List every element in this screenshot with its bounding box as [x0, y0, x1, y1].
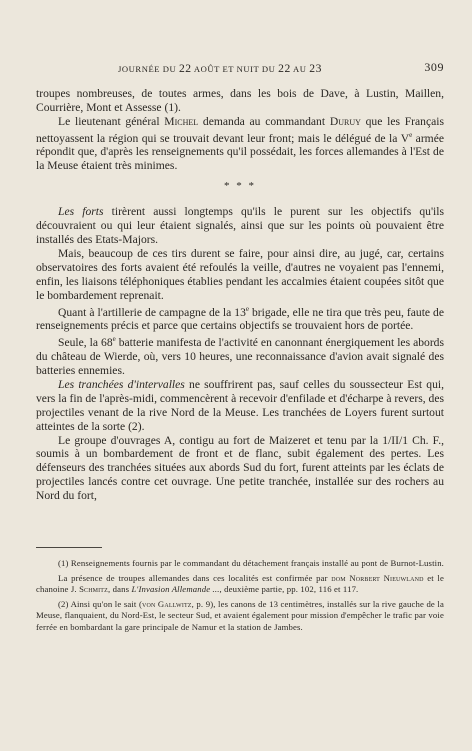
text-run: ne souffrirent pas, sauf celles du soussecteur Est qui, vers la fin de l'après-midi, commencèrent à recevoir d'enfilade et d'écharpe à revers, des projectiles venant de la rive Nord de la Meuse. Les tranchées de Loyers furent surtout atteintes de la sorte (2). [36, 377, 444, 433]
paragraph [36, 205, 444, 247]
text-run: Quant à l'artillerie de campagne de la 13 [58, 305, 246, 319]
italic-heading: Les tranchées d'intervalles [58, 377, 185, 391]
person-name: Schmitz [79, 584, 108, 595]
paragraph: Le groupe d'ouvrages A, contigu au fort de Maizeret et tenu par la 1/II/1 Ch. F., soumis à un bombardement de front et de flanc, subit également des pertes. Les défenseurs des tranchées situées aux abords Sud du fort, furent atteints par les éclats de projectiles lancés contre cet ouvrage. Une petite tranchée, installée sur des rochers au Nord du fort, [36, 433, 444, 503]
footnotes [36, 558, 444, 637]
superscript: e [245, 304, 249, 313]
title-number: 22 [178, 62, 192, 75]
text-run: Seule, la 68 [58, 336, 113, 350]
page-number: 309 [424, 60, 444, 74]
text-run: , p. 9), les canons de 13 centimètres, installés sur la rive gauche de la Meuse, flanquaient, du Nord-Est, le secteur Sud, et avaient également pour mission d'empêcher le trafic par voie ferrée en bombardant la gare principale de Namur et la station de Jambes. [36, 598, 444, 632]
person-name: von Gallwitz [142, 598, 192, 609]
paragraph [36, 115, 444, 173]
text-run: , dans [107, 584, 132, 595]
text-run: batterie manifesta de l'activité en canonnant énergiquement les abords du château de Wierde, où, vers 10 heures, une reconnaissance d'avion avait signalé des batteries ennemies. [36, 336, 444, 377]
paragraph [36, 378, 444, 434]
title-part: JOURNÉE DU [118, 64, 179, 74]
superscript: e [409, 130, 413, 139]
paragraph [36, 303, 444, 334]
main-text [36, 87, 444, 503]
person-name: Michel [164, 114, 199, 128]
title-part: AOÛT ET NUIT DU [191, 64, 279, 74]
text-run: (2) Ainsi qu'on le sait ( [58, 598, 143, 609]
text-run: armée répondit que, d'après les renseignements qu'il possédait, les forces allemandes à l'Est de la Meuse étaient très minimes. [36, 131, 444, 173]
italic-heading: Les forts [58, 205, 104, 219]
superscript: e [112, 335, 116, 344]
text-run: , deuxième partie, pp. 102, 116 et 117. [219, 584, 359, 595]
text-run: tirèrent aussi longtemps qu'ils le purent sur les objectifs qu'ils découvraient ou qui leur étaient signalés, ainsi que sur les points où pouvaient être installés des Etats-Majors. [36, 205, 444, 247]
paragraph: Mais, beaucoup de ces tirs durent se faire, pour ainsi dire, au jugé, car, certains observatoires des forts avaient été refoulés la veille, d'autres ne voyaient pas l'ennemi, enfin, les liaisons téléphoniques établies pendant les accalmies étaient coupées sitôt que le bombardement reprenait. [36, 247, 444, 302]
text-run: La présence de troupes allemandes dans ces localités est confirmée par [58, 572, 332, 583]
paragraph [36, 333, 444, 378]
book-title: L'Invasion Allemande ... [131, 584, 220, 595]
footnote-rule [36, 547, 102, 548]
paragraph: troupes nombreuses, de toutes armes, dans les bois de Dave, à Lustin, Maillen, Courrière, Mont et Assesse (1). [36, 87, 444, 114]
title-part: AU [290, 64, 310, 74]
section-separator: * * * [224, 180, 256, 193]
footnote [36, 573, 444, 596]
text-run: demanda au commandant [198, 114, 330, 128]
person-name: dom Norbert Nieuwland [331, 572, 424, 583]
text-run: Le lieutenant général [58, 114, 165, 128]
text-run: et le chanoine J. [36, 572, 444, 595]
footnote: (1) Renseignements fournis par le commandant du détachement français installé au pont de Burnot-Lustin. [58, 558, 445, 568]
text-run: brigade, elle ne tira que très peu, faute de renseignements précis et parce que certains objectifs se trouvaient hors de portée. [36, 305, 445, 333]
text-run: que les Français nettoyassent la région qui se trouvait devant leur front; mais le délégué de la V [36, 114, 445, 145]
running-header [36, 60, 444, 74]
running-title [118, 62, 322, 75]
title-number: 23 [309, 62, 322, 75]
footnote [36, 599, 444, 634]
title-number: 22 [278, 62, 291, 75]
person-name: Duruy [329, 114, 361, 128]
